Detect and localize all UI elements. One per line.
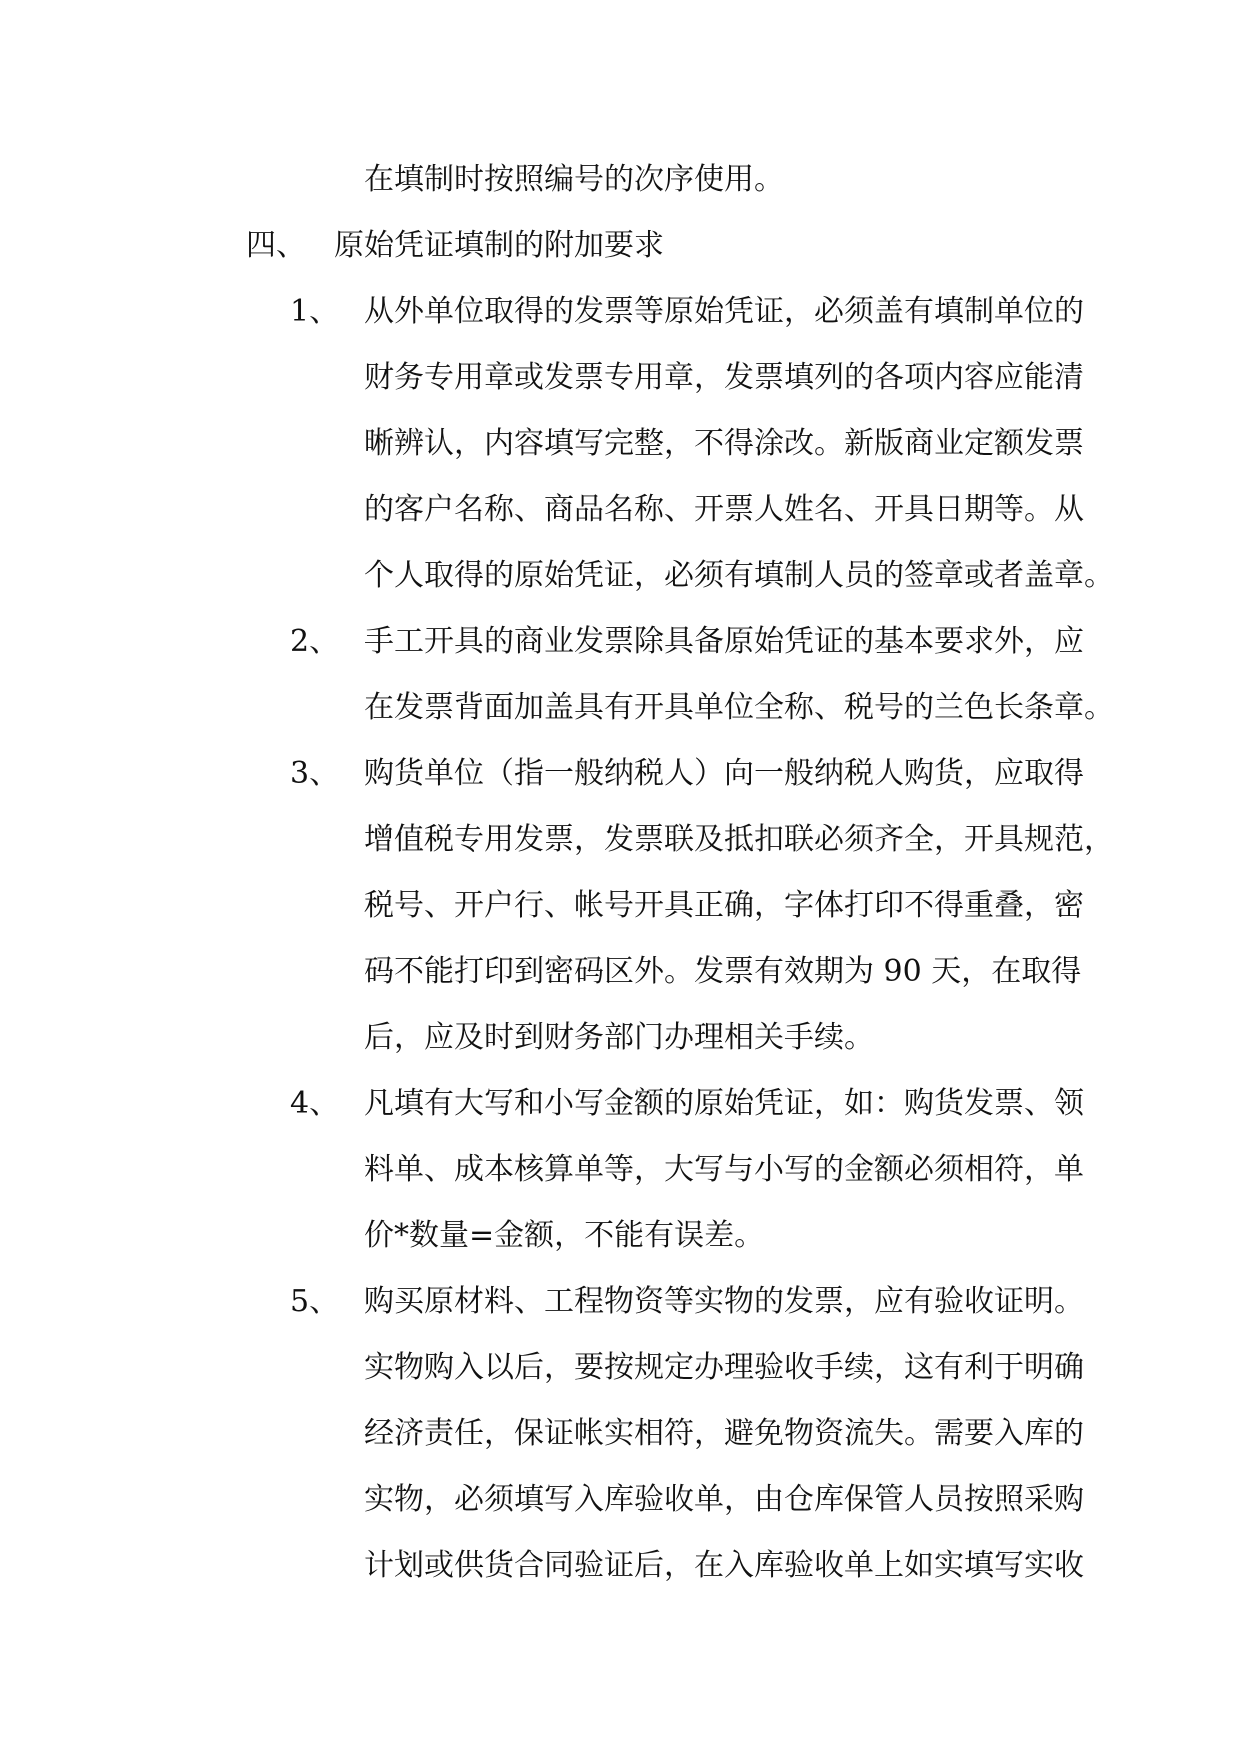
item-5-line: 实物，必须填写入库验收单，由仓库保管人员按照采购	[364, 1482, 1084, 1517]
item-3-number: 3、	[290, 756, 340, 791]
item-1-line: 晰辨认，内容填写完整，不得涂改。新版商业定额发票	[364, 426, 1084, 461]
item-5-line: 经济责任，保证帐实相符，避免物资流失。需要入库的	[364, 1416, 1084, 1451]
item-4-number: 4、	[290, 1086, 340, 1121]
item-3-line: 后，应及时到财务部门办理相关手续。	[364, 1020, 874, 1055]
item-2-number: 2、	[290, 624, 340, 659]
item-1-number: 1、	[290, 294, 340, 329]
section-title: 原始凭证填制的附加要求	[334, 228, 664, 263]
continuation-line: 在填制时按照编号的次序使用。	[364, 162, 784, 197]
section-number: 四、	[246, 228, 306, 263]
item-5-number: 5、	[290, 1284, 340, 1319]
item-5-line: 计划或供货合同验证后，在入库验收单上如实填写实收	[364, 1548, 1084, 1583]
item-4-line: 料单、成本核算单等，大写与小写的金额必须相符，单	[364, 1152, 1084, 1187]
item-2-line: 在发票背面加盖具有开具单位全称、税号的兰色长条章。	[364, 690, 1114, 725]
item-1-line: 个人取得的原始凭证，必须有填制人员的签章或者盖章。	[364, 558, 1114, 593]
item-1-line: 从外单位取得的发票等原始凭证，必须盖有填制单位的	[364, 294, 1084, 329]
item-4-line: 凡填有大写和小写金额的原始凭证，如：购货发票、领	[364, 1086, 1084, 1121]
item-2-line: 手工开具的商业发票除具备原始凭证的基本要求外，应	[364, 624, 1084, 659]
item-3-line: 税号、开户行、帐号开具正确，字体打印不得重叠，密	[364, 888, 1084, 923]
item-3-line: 增值税专用发票，发票联及抵扣联必须齐全，开具规范，	[364, 822, 1114, 857]
item-3-line: 码不能打印到密码区外。发票有效期为 90 天，在取得	[364, 954, 1082, 989]
item-5-line: 购买原材料、工程物资等实物的发票，应有验收证明。	[364, 1284, 1084, 1319]
item-1-line: 财务专用章或发票专用章，发票填列的各项内容应能清	[364, 360, 1084, 395]
item-5-line: 实物购入以后，要按规定办理验收手续，这有利于明确	[364, 1350, 1084, 1385]
item-1-line: 的客户名称、商品名称、开票人姓名、开具日期等。从	[364, 492, 1084, 527]
item-4-line: 价*数量=金额，不能有误差。	[364, 1218, 765, 1253]
item-3-line: 购货单位（指一般纳税人）向一般纳税人购货，应取得	[364, 756, 1084, 791]
